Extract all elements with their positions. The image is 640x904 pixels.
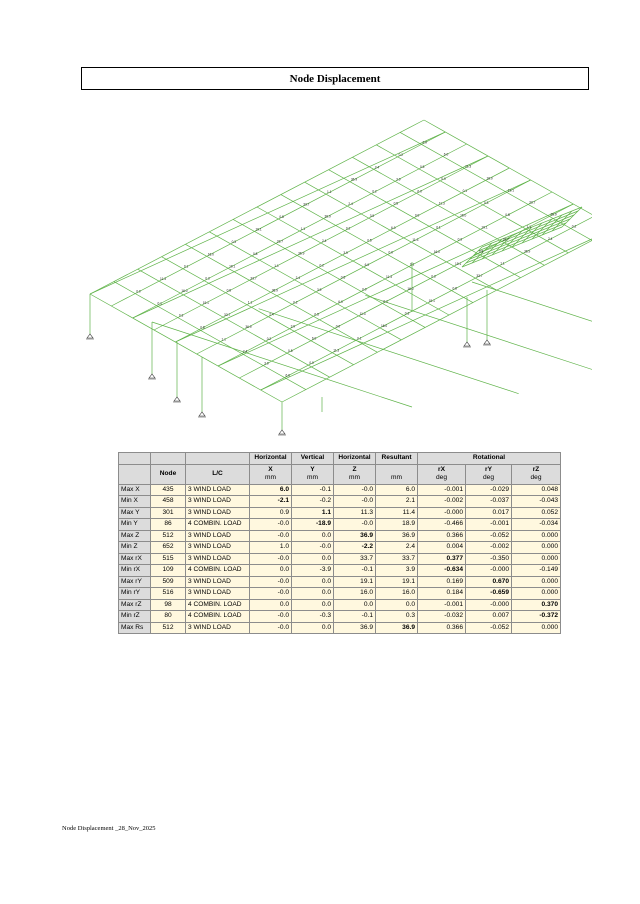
cell-z: 19.1 [334, 576, 376, 588]
cell-z: -0.1 [334, 611, 376, 623]
node-label: 36.9 [550, 212, 557, 217]
cell-rz: 0.000 [512, 622, 561, 634]
header-ry: rY deg [466, 464, 512, 484]
cell-rx: 0.366 [418, 622, 466, 634]
cell-rx: 0.184 [418, 588, 466, 600]
node-label: 0.3 [205, 276, 210, 281]
frame-member [90, 120, 424, 294]
cell-rz: -0.034 [512, 519, 561, 531]
cell-rz: 0.370 [512, 599, 561, 611]
node-label: 0.2 [398, 152, 404, 157]
cell-res: 19.1 [376, 576, 418, 588]
node-label: 0.2 [345, 226, 351, 231]
cell-label: Min Z [119, 542, 151, 554]
cell-label: Min rX [119, 565, 151, 577]
cell-x: 6.0 [250, 484, 292, 496]
node-label: 2.4 [295, 275, 301, 280]
cell-lc: 4 COMBIN. LOAD [186, 599, 250, 611]
frame-member [90, 132, 445, 294]
node-label: 2.4 [348, 202, 353, 207]
node-label: 36.9 [271, 288, 278, 293]
node-label: 0.5 [340, 275, 346, 280]
cell-res: 16.0 [376, 588, 418, 600]
node-label: 19.1 [507, 188, 515, 193]
cell-lc: 3 WIND LOAD [186, 542, 250, 554]
support-icon [86, 334, 94, 339]
cell-rx: 0.377 [418, 553, 466, 565]
cell-x: -0.0 [250, 576, 292, 588]
node-label: 0.1 [409, 262, 415, 267]
support-icon [483, 340, 491, 345]
table-row [119, 622, 561, 634]
cell-label: Min X [119, 496, 151, 508]
cell-x: 0.0 [250, 599, 292, 611]
node-label: 36.9 [350, 177, 358, 182]
cell-rx: 0.169 [418, 576, 466, 588]
cell-y: -18.9 [292, 519, 334, 531]
node-label: 11.3 [333, 348, 340, 353]
node-label: 6.0 [364, 263, 370, 267]
cell-z: 36.9 [334, 530, 376, 542]
cell-ry: -0.000 [466, 599, 512, 611]
node-label: 33.7 [529, 200, 536, 205]
cell-node: 80 [151, 611, 186, 623]
support-icon [198, 412, 206, 417]
header-blank [119, 453, 151, 465]
node-label: 11.3 [160, 277, 167, 282]
node-label: 0.3 [404, 311, 410, 316]
node-label: 0.0 [388, 250, 393, 255]
cell-ry: -0.000 [466, 565, 512, 577]
cell-y: 0.0 [292, 588, 334, 600]
node-label: 16.0 [407, 287, 414, 291]
node-label: 0.0 [335, 324, 341, 329]
header-y: Y mm [292, 464, 334, 484]
node-label: 2.4 [322, 239, 327, 243]
cell-ry: -0.001 [466, 519, 512, 531]
node-label: 36.9 [245, 325, 252, 330]
node-label: 16.0 [181, 289, 188, 294]
cell-label: Max rZ [119, 599, 151, 611]
node-label: 2.4 [374, 165, 380, 170]
cell-label: Max Z [119, 530, 151, 542]
cell-x: -2.1 [250, 496, 292, 508]
cell-label: Max Rs [119, 622, 151, 634]
cell-node: 458 [151, 496, 186, 508]
node-label: 1.1 [274, 263, 279, 268]
node-displacement-table-container [118, 452, 560, 634]
cell-res: 36.9 [376, 530, 418, 542]
node-label: 0.2 [319, 263, 324, 268]
node-label: 2.4 [547, 236, 553, 241]
node-label: 0.5 [288, 349, 293, 354]
cell-rz: -0.043 [512, 496, 561, 508]
node-label: 36.9 [524, 249, 531, 254]
frame-member [152, 322, 412, 407]
cell-z: 33.7 [334, 553, 376, 565]
cell-rz: 0.000 [512, 576, 561, 588]
page-title: Node Displacement [289, 72, 381, 85]
node-label: 3.9 [290, 324, 296, 329]
node-label: 0.3 [431, 274, 436, 279]
header-horizontal-z: Horizontal [334, 453, 376, 465]
footer-text: Node Displacement _28_Nov_2025 [62, 825, 156, 832]
node-label: 6.0 [443, 152, 449, 157]
header-blank [119, 464, 151, 484]
node-label: 0.0 [136, 289, 141, 294]
table-row [119, 542, 561, 554]
node-label: 1.1 [221, 337, 226, 342]
cell-label: Max rY [119, 576, 151, 588]
cell-node: 86 [151, 519, 186, 531]
cell-res: 6.0 [376, 484, 418, 496]
node-label: 0.0 [362, 287, 367, 292]
header-blank [186, 453, 250, 465]
cell-z: -0.1 [334, 565, 376, 577]
node-label: 3.9 [264, 361, 269, 366]
cell-node: 301 [151, 507, 186, 519]
node-label: 0.0 [414, 213, 420, 218]
node-label: 33.7 [224, 313, 231, 318]
node-label: 0.5 [393, 201, 399, 206]
cell-node: 509 [151, 576, 186, 588]
cell-node: 98 [151, 599, 186, 611]
cell-label: Min rY [119, 588, 151, 600]
node-label: 0.3 [231, 239, 237, 244]
node-label: 16.0 [486, 176, 493, 181]
node-label: 3.9 [343, 251, 348, 255]
cell-res: 0.3 [376, 611, 418, 623]
node-label: 6.0 [338, 299, 343, 304]
cell-y: -0.1 [292, 484, 334, 496]
cell-z: -0.0 [334, 496, 376, 508]
node-label: 19.1 [428, 299, 435, 303]
node-label: 11.3 [412, 238, 419, 243]
cell-node: 512 [151, 530, 186, 542]
node-label: 6.0 [391, 226, 396, 231]
cell-rx: -0.634 [418, 565, 466, 577]
node-label: 0.1 [462, 188, 468, 193]
cell-x: -0.0 [250, 553, 292, 565]
cell-x: 0.0 [250, 565, 292, 577]
cell-x: -0.0 [250, 530, 292, 542]
node-label: 16.0 [460, 213, 467, 218]
cell-y: 0.0 [292, 576, 334, 588]
node-label: 33.7 [502, 237, 509, 242]
node-label: 16.0 [433, 250, 440, 255]
node-label: 19.1 [481, 225, 488, 230]
frame-member [472, 282, 592, 367]
node-label: 19.1 [455, 262, 462, 267]
node-displacement-table [118, 452, 561, 634]
cell-z: 36.9 [334, 622, 376, 634]
cell-ry: 0.007 [466, 611, 512, 623]
frame-member [365, 295, 592, 380]
node-label: 0.1 [436, 225, 441, 230]
table-row [119, 599, 561, 611]
cell-y: 1.1 [292, 507, 334, 519]
table-row [119, 588, 561, 600]
cell-rx: -0.001 [418, 484, 466, 496]
header-horizontal-x: Horizontal [250, 453, 292, 465]
node-label: 11.3 [438, 201, 445, 206]
cell-node: 515 [151, 553, 186, 565]
cell-ry: -0.052 [466, 622, 512, 634]
node-label: 2.4 [242, 349, 248, 354]
cell-rx: 0.004 [418, 542, 466, 554]
header-rotational: Rotational [418, 453, 561, 465]
header-vertical: Vertical [292, 453, 334, 465]
node-label: 0.3 [457, 237, 463, 242]
cell-x: -0.0 [250, 588, 292, 600]
cell-y: 0.0 [292, 622, 334, 634]
header-rx: rX deg [418, 464, 466, 484]
node-label: 1.1 [526, 224, 532, 229]
cell-res: 11.4 [376, 507, 418, 519]
header-blank [151, 453, 186, 465]
node-label: 1.1 [300, 227, 306, 231]
table-row [119, 519, 561, 531]
cell-ry: 0.670 [466, 576, 512, 588]
node-label: 0.8 [252, 251, 258, 256]
cell-rx: -0.002 [418, 496, 466, 508]
cell-rx: 0.366 [418, 530, 466, 542]
table-row [119, 507, 561, 519]
cell-x: -0.0 [250, 622, 292, 634]
node-label: 36.9 [298, 251, 305, 256]
node-label: 0.1 [157, 301, 162, 306]
cell-lc: 3 WIND LOAD [186, 484, 250, 496]
node-label: 3.9 [396, 177, 401, 182]
node-label: 0.5 [367, 238, 372, 243]
cell-rz: -0.372 [512, 611, 561, 623]
cell-res: 0.0 [376, 599, 418, 611]
cell-ry: -0.052 [466, 530, 512, 542]
cell-res: 2.4 [376, 542, 418, 554]
cell-x: -0.0 [250, 519, 292, 531]
header-res: mm [376, 464, 418, 484]
node-label: 0.8 [226, 288, 232, 293]
node-label: 1.1 [247, 300, 253, 305]
header-resultant: Resultant [376, 453, 418, 465]
cell-lc: 3 WIND LOAD [186, 622, 250, 634]
header-row-columns [119, 464, 561, 484]
node-label: 0.8 [200, 325, 205, 330]
table-row [119, 530, 561, 542]
cell-rx: -0.001 [418, 599, 466, 611]
node-label: 0.2 [266, 337, 272, 342]
table-row [119, 576, 561, 588]
frame-member [259, 309, 519, 394]
support-icon [148, 374, 156, 379]
node-label: 0.1 [183, 264, 189, 269]
header-rz: rZ deg [512, 464, 561, 484]
cell-ry: 0.017 [466, 507, 512, 519]
node-label: 3.9 [369, 214, 375, 219]
table-row [119, 484, 561, 496]
cell-rz: 0.052 [512, 507, 561, 519]
node-label: 6.0 [417, 189, 422, 194]
node-label: 0.8 [279, 215, 284, 219]
cell-z: -0.0 [334, 519, 376, 531]
cell-y: -0.3 [292, 611, 334, 623]
cell-label: Max X [119, 484, 151, 496]
cell-res: 18.9 [376, 519, 418, 531]
node-label: 11.3 [359, 311, 366, 316]
structure-displacement-figure [82, 112, 592, 437]
node-label: 2.4 [269, 312, 274, 317]
node-label: 16.0 [207, 252, 214, 257]
cell-z: 0.0 [334, 599, 376, 611]
header-x: X mm [250, 464, 292, 484]
node-label: 33.7 [250, 276, 257, 281]
node-label: 3.9 [422, 140, 427, 145]
node-label: 0.5 [314, 312, 319, 317]
cell-label: Min Y [119, 519, 151, 531]
node-label: 0.2 [293, 300, 298, 305]
cell-ry: -0.037 [466, 496, 512, 508]
support-icon [173, 397, 181, 402]
node-label: 1.1 [500, 261, 505, 266]
cell-res: 3.9 [376, 565, 418, 577]
cell-lc: 3 WIND LOAD [186, 576, 250, 588]
node-label: 0.8 [478, 249, 484, 254]
cell-ry: -0.002 [466, 542, 512, 554]
cell-lc: 4 COMBIN. LOAD [186, 611, 250, 623]
cell-rz: 0.000 [512, 553, 561, 565]
node-label: 11.3 [386, 275, 392, 279]
node-label: 0.2 [372, 189, 377, 194]
cell-node: 109 [151, 565, 186, 577]
cell-node: 435 [151, 484, 186, 496]
cell-z: 11.3 [334, 507, 376, 519]
node-label: 33.7 [303, 202, 310, 207]
cell-lc: 3 WIND LOAD [186, 553, 250, 565]
node-label: 0.1 [357, 336, 362, 341]
cell-rz: 0.000 [512, 588, 561, 600]
node-label: 0.0 [309, 361, 314, 366]
cell-y: 0.0 [292, 599, 334, 611]
cell-rx: -0.466 [418, 519, 466, 531]
table-row [119, 496, 561, 508]
cell-lc: 4 COMBIN. LOAD [186, 565, 250, 577]
support-icon [278, 430, 286, 435]
frame-member [133, 156, 488, 318]
cell-node: 512 [151, 622, 186, 634]
cell-node: 516 [151, 588, 186, 600]
cell-rz: -0.149 [512, 565, 561, 577]
node-label: 0.2 [571, 224, 577, 229]
cell-y: 0.0 [292, 530, 334, 542]
cell-rx: -0.032 [418, 611, 466, 623]
table-row [119, 553, 561, 565]
node-label: 33.7 [276, 239, 284, 244]
page-title-box [81, 67, 589, 90]
cell-rz: 0.000 [512, 542, 561, 554]
cell-y: -0.2 [292, 496, 334, 508]
cell-lc: 4 COMBIN. LOAD [186, 519, 250, 531]
header-z: Z mm [334, 464, 376, 484]
cell-y: -3.9 [292, 565, 334, 577]
cell-label: Max Y [119, 507, 151, 519]
cell-ry: -0.350 [466, 553, 512, 565]
node-label: 0.8 [452, 286, 457, 291]
cell-z: -2.2 [334, 542, 376, 554]
node-label: 11.3 [465, 164, 472, 169]
node-label: 33.7 [476, 274, 483, 279]
cell-z: -0.0 [334, 484, 376, 496]
node-label: 0.3 [178, 313, 184, 318]
node-label: 6.0 [285, 373, 290, 378]
cell-res: 33.7 [376, 553, 418, 565]
cell-x: -0.0 [250, 611, 292, 623]
node-label: 0.8 [505, 212, 510, 217]
frame-member [482, 239, 502, 259]
cell-lc: 3 WIND LOAD [186, 507, 250, 519]
node-label: 16.0 [380, 323, 388, 328]
support-icon [463, 342, 471, 347]
node-label: 19.1 [229, 264, 236, 269]
header-node: Node [151, 464, 186, 484]
node-label: 0.5 [419, 164, 425, 169]
header-row-groups [119, 453, 561, 465]
node-label: 3.9 [316, 287, 322, 292]
cell-x: 0.9 [250, 507, 292, 519]
node-label: 0.0 [441, 176, 446, 181]
cell-y: 0.0 [292, 553, 334, 565]
node-label: 1.1 [327, 190, 332, 195]
node-label: 19.1 [255, 227, 262, 232]
cell-x: 1.0 [250, 542, 292, 554]
header-lc: L/C [186, 464, 250, 484]
cell-label: Max rX [119, 553, 151, 565]
cell-z: 16.0 [334, 588, 376, 600]
node-label: 0.3 [483, 200, 489, 205]
cell-lc: 3 WIND LOAD [186, 496, 250, 508]
table-row [119, 565, 561, 577]
cell-node: 652 [151, 542, 186, 554]
cell-ry: -0.659 [466, 588, 512, 600]
node-label: 36.9 [324, 214, 331, 219]
cell-lc: 3 WIND LOAD [186, 588, 250, 600]
cell-label: Min rZ [119, 611, 151, 623]
cell-res: 36.9 [376, 622, 418, 634]
cell-res: 2.1 [376, 496, 418, 508]
cell-rz: 0.000 [512, 530, 561, 542]
table-row [119, 611, 561, 623]
cell-y: -0.0 [292, 542, 334, 554]
node-label: 0.1 [383, 299, 388, 304]
cell-ry: -0.029 [466, 484, 512, 496]
node-label: 6.0 [311, 336, 317, 341]
cell-lc: 3 WIND LOAD [186, 530, 250, 542]
cell-rz: 0.048 [512, 484, 561, 496]
node-label: 19.1 [202, 301, 209, 306]
cell-rx: -0.000 [418, 507, 466, 519]
